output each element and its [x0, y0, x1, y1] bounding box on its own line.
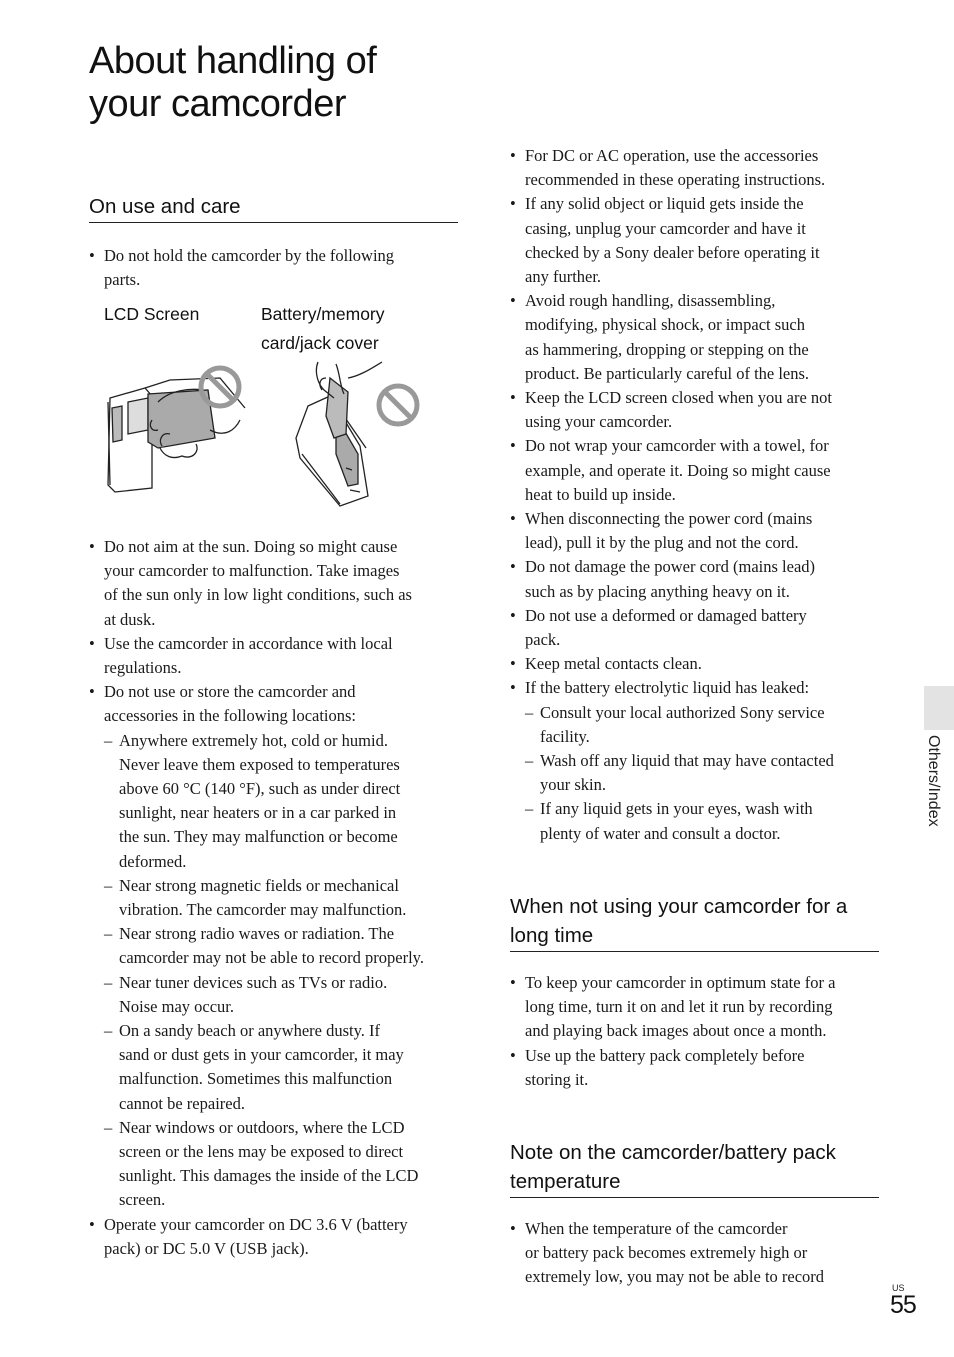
- sub-list-item: – Anywhere extremely hot, cold or humid. Never leave them exposed to temperatures above 60 °C (140 °F), such as under direct sunlight, near heaters or in a car parked in the sun. They may malfunction or become deformed.: [104, 729, 461, 874]
- not-using-list: [510, 971, 882, 1092]
- list-item: • If any solid object or liquid gets inside the casing, unplug your camcorder and have it checked by a Sony dealer before operating it any further.: [510, 192, 882, 289]
- sub-list-item: – On a sandy beach or anywhere dusty. If sand or dust gets in your camcorder, it may malfunction. Sometimes this malfunction cannot be repaired.: [104, 1019, 461, 1116]
- list-item: • To keep your camcorder in optimum state for a long time, turn it on and let it run by recording and playing back images about once a month.: [510, 971, 882, 1044]
- list-item: • Do not use a deformed or damaged battery pack.: [510, 604, 882, 652]
- sub-list: [104, 729, 461, 1213]
- figure-label-battery-cover: Battery/memory card/jack cover: [261, 304, 385, 353]
- figure-lcd-screen-illustration: [100, 360, 250, 495]
- title-line-1: About handling of: [89, 40, 377, 82]
- list-item: • Do not damage the power cord (mains lead) such as by placing anything heavy on it.: [510, 555, 882, 603]
- page-number: 55: [890, 1291, 916, 1319]
- sub-list: [525, 701, 882, 846]
- sub-list-item: – Near tuner devices such as TVs or radio. Noise may occur.: [104, 971, 461, 1019]
- list-item: • Avoid rough handling, disassembling, modifying, physical shock, or impact such as hammering, dropping or stepping on the product. Be particularly careful of the lens.: [510, 289, 882, 386]
- list-item: • When the temperature of the camcorder or battery pack becomes extremely high or extremely low, you may not be able to record: [510, 1217, 882, 1290]
- sub-list-item: – Consult your local authorized Sony service facility.: [525, 701, 882, 749]
- list-item: • Do not aim at the sun. Doing so might cause your camcorder to malfunction. Take images of the sun only in low light conditions, such as at dusk.: [89, 535, 461, 632]
- intro-list: [89, 244, 461, 292]
- list-item: • Operate your camcorder on DC 3.6 V (battery pack) or DC 5.0 V (USB jack).: [89, 1213, 461, 1261]
- sub-list-item: – Wash off any liquid that may have contacted your skin.: [525, 749, 882, 797]
- list-item: • When disconnecting the power cord (mains lead), pull it by the plug and not the cord.: [510, 507, 882, 555]
- section-heading-not-using: When not using your camcorder for a long time: [510, 892, 879, 952]
- right-column-list: [510, 144, 882, 846]
- page-title: [89, 40, 376, 126]
- temperature-list: [510, 1217, 882, 1290]
- list-item: • Use the camcorder in accordance with local regulations.: [89, 632, 461, 680]
- list-item: • Do not hold the camcorder by the following parts.: [89, 244, 461, 292]
- figure-battery-cover-illustration: [290, 358, 430, 508]
- section-heading-use-and-care: On use and care: [89, 192, 458, 223]
- title-line-2: your camcorder: [89, 83, 346, 125]
- sub-list-item: – Near strong radio waves or radiation. The camcorder may not be able to record properly.: [104, 922, 461, 970]
- sub-list-item: – Near strong magnetic fields or mechanical vibration. The camcorder may malfunction.: [104, 874, 461, 922]
- list-item: • For DC or AC operation, use the accessories recommended in these operating instructions.: [510, 144, 882, 192]
- region-code: US: [892, 1283, 905, 1293]
- list-item: • Do not wrap your camcorder with a towel, for example, and operate it. Doing so might cause heat to build up inside.: [510, 434, 882, 507]
- side-tab-label: Others/Index: [925, 735, 942, 827]
- sub-list-item: – If any liquid gets in your eyes, wash with plenty of water and consult a doctor.: [525, 797, 882, 845]
- list-item: • Use up the battery pack completely before storing it.: [510, 1044, 882, 1092]
- list-item: • Keep the LCD screen closed when you are not using your camcorder.: [510, 386, 882, 434]
- sub-list-item: – Near windows or outdoors, where the LCD screen or the lens may be exposed to direct sunlight. This damages the inside of the LCD screen.: [104, 1116, 461, 1213]
- figure-label-lcd: LCD Screen: [104, 304, 200, 324]
- list-item: • Do not use or store the camcorder and accessories in the following locations: – Anywhere extremely hot, cold or humid. Never leave them exposed to temperatures above 60 °C (140 °F), such as under direct sunlight, near heaters or in a car parked in the sun. They may malfunction or become deformed. – Near strong magnetic fields or mechanical vibration. The camcorder may malfunction. – Near strong radio waves or radiation. The camcorder may not be able to record properly. – Near tuner devices such as TVs or radio. Noise may occur. – On a sandy beach or anywhere dusty. If sand or dust gets in your camcorder, it may malfunction. Sometimes this malfunction cannot be repaired. – Near windows or outdoors, where the LCD screen or the lens may be exposed to direct sunlight. This damages the inside of the LCD screen.: [89, 680, 461, 1212]
- use-care-list: [89, 535, 461, 1261]
- list-item: • If the battery electrolytic liquid has leaked: – Consult your local authorized Sony service facility. – Wash off any liquid that may have contacted your skin. – If any liquid gets in your eyes, wash with plenty of water and consult a doctor.: [510, 676, 882, 845]
- index-tab-marker: [924, 686, 954, 730]
- list-item: • Keep metal contacts clean.: [510, 652, 882, 676]
- section-heading-temperature: Note on the camcorder/battery pack temperature: [510, 1138, 879, 1198]
